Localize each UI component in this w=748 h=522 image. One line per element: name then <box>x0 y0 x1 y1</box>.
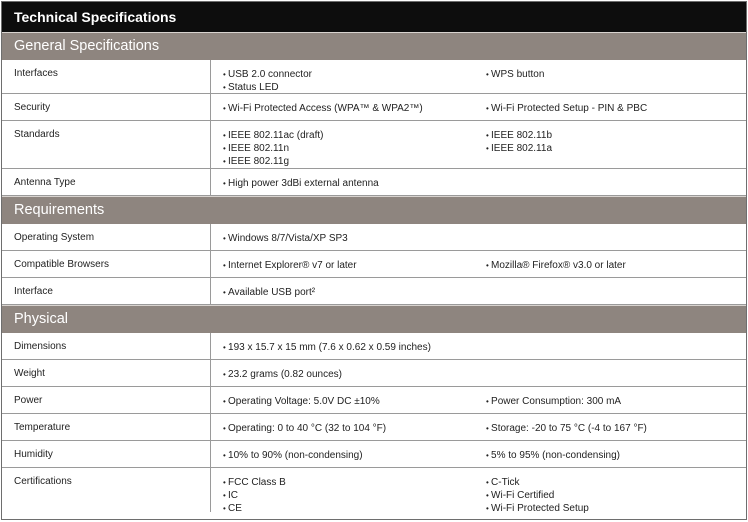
spec-label: Dimensions <box>2 333 211 359</box>
section-heading-physical: Physical <box>2 305 746 333</box>
spec-value: • 193 x 15.7 x 15 mm (7.6 x 0.62 x 0.59 inches) <box>223 341 474 354</box>
spec-value: • IEEE 802.11a <box>486 142 746 155</box>
spec-row-weight <box>2 360 746 387</box>
spec-value: • IEEE 802.11g <box>223 155 474 168</box>
spec-value: • Available USB port² <box>223 286 474 299</box>
spec-value: • Power Consumption: 300 mA <box>486 395 746 408</box>
spec-row-dimensions <box>2 333 746 360</box>
spec-value: • 5% to 95% (non-condensing) <box>486 449 746 462</box>
spec-value: • Mozilla® Firefox® v3.0 or later <box>486 259 746 272</box>
spec-value: • C-Tick <box>486 476 746 489</box>
spec-values-secondary <box>474 278 746 304</box>
section-heading-general: General Specifications <box>2 32 746 60</box>
spec-value: • Operating: 0 to 40 °C (32 to 104 °F) <box>223 422 474 435</box>
spec-values-secondary <box>474 94 746 120</box>
spec-label: Compatible Browsers <box>2 251 211 277</box>
spec-values-secondary <box>474 441 746 467</box>
spec-sheet <box>1 1 747 520</box>
spec-label: Interfaces <box>2 60 211 93</box>
spec-value: • CE <box>223 502 474 515</box>
spec-row-antenna-type <box>2 169 746 196</box>
spec-label: Standards <box>2 121 211 168</box>
spec-row-humidity <box>2 441 746 468</box>
spec-label: Security <box>2 94 211 120</box>
spec-value: • Windows 8/7/Vista/XP SP3 <box>223 232 474 245</box>
spec-value: • IEEE 802.11ac (draft) <box>223 129 474 142</box>
spec-label: Interface <box>2 278 211 304</box>
spec-value: • Wi-Fi Protected Setup <box>486 502 746 515</box>
spec-label: Operating System <box>2 224 211 250</box>
spec-label: Antenna Type <box>2 169 211 195</box>
spec-values-primary <box>211 441 474 467</box>
spec-value: • Wi-Fi Protected Setup - PIN & PBC <box>486 102 746 115</box>
spec-value: • Status LED <box>223 81 474 94</box>
spec-values-primary <box>211 278 474 304</box>
spec-value: • USB 2.0 connector <box>223 68 474 81</box>
spec-label: Power <box>2 387 211 413</box>
spec-values-primary <box>211 360 474 386</box>
spec-value: • Wi-Fi Protected Access (WPA™ & WPA2™) <box>223 102 474 115</box>
spec-values-primary <box>211 414 474 440</box>
spec-value: • IC <box>223 489 474 502</box>
spec-value: • 10% to 90% (non-condensing) <box>223 449 474 462</box>
section-heading-requirements: Requirements <box>2 196 746 224</box>
spec-values-secondary <box>474 468 746 512</box>
spec-row-interface <box>2 278 746 305</box>
spec-values-secondary <box>474 333 746 359</box>
spec-row-compatible-browsers <box>2 251 746 278</box>
spec-label: Temperature <box>2 414 211 440</box>
spec-value: • IEEE 802.11n <box>223 142 474 155</box>
spec-values-primary <box>211 468 474 512</box>
spec-label: Certifications <box>2 468 211 512</box>
spec-values-primary <box>211 333 474 359</box>
spec-values-primary <box>211 387 474 413</box>
spec-values-secondary <box>474 60 746 93</box>
spec-value: • FCC Class B <box>223 476 474 489</box>
spec-values-secondary <box>474 224 746 250</box>
spec-values-primary <box>211 224 474 250</box>
spec-row-temperature <box>2 414 746 441</box>
spec-row-interfaces <box>2 60 746 94</box>
spec-values-secondary <box>474 121 746 168</box>
spec-value: • Operating Voltage: 5.0V DC ±10% <box>223 395 474 408</box>
spec-values-primary <box>211 94 474 120</box>
spec-value: • IEEE 802.11b <box>486 129 746 142</box>
spec-value: • Storage: -20 to 75 °C (-4 to 167 °F) <box>486 422 746 435</box>
spec-value: • High power 3dBi external antenna <box>223 177 474 190</box>
spec-values-secondary <box>474 169 746 195</box>
spec-row-certifications <box>2 468 746 512</box>
spec-row-security <box>2 94 746 121</box>
spec-value: • 23.2 grams (0.82 ounces) <box>223 368 474 381</box>
spec-row-power <box>2 387 746 414</box>
spec-values-secondary <box>474 387 746 413</box>
spec-values-secondary <box>474 251 746 277</box>
spec-values-primary <box>211 121 474 168</box>
spec-values-secondary <box>474 414 746 440</box>
spec-row-standards <box>2 121 746 169</box>
spec-label: Humidity <box>2 441 211 467</box>
spec-label: Weight <box>2 360 211 386</box>
spec-value: • Wi-Fi Certified <box>486 489 746 502</box>
spec-row-operating-system <box>2 224 746 251</box>
spec-values-primary <box>211 60 474 93</box>
spec-value: • Internet Explorer® v7 or later <box>223 259 474 272</box>
spec-values-secondary <box>474 360 746 386</box>
spec-value: • WPS button <box>486 68 746 81</box>
spec-values-primary <box>211 169 474 195</box>
page-title: Technical Specifications <box>2 2 746 32</box>
spec-values-primary <box>211 251 474 277</box>
